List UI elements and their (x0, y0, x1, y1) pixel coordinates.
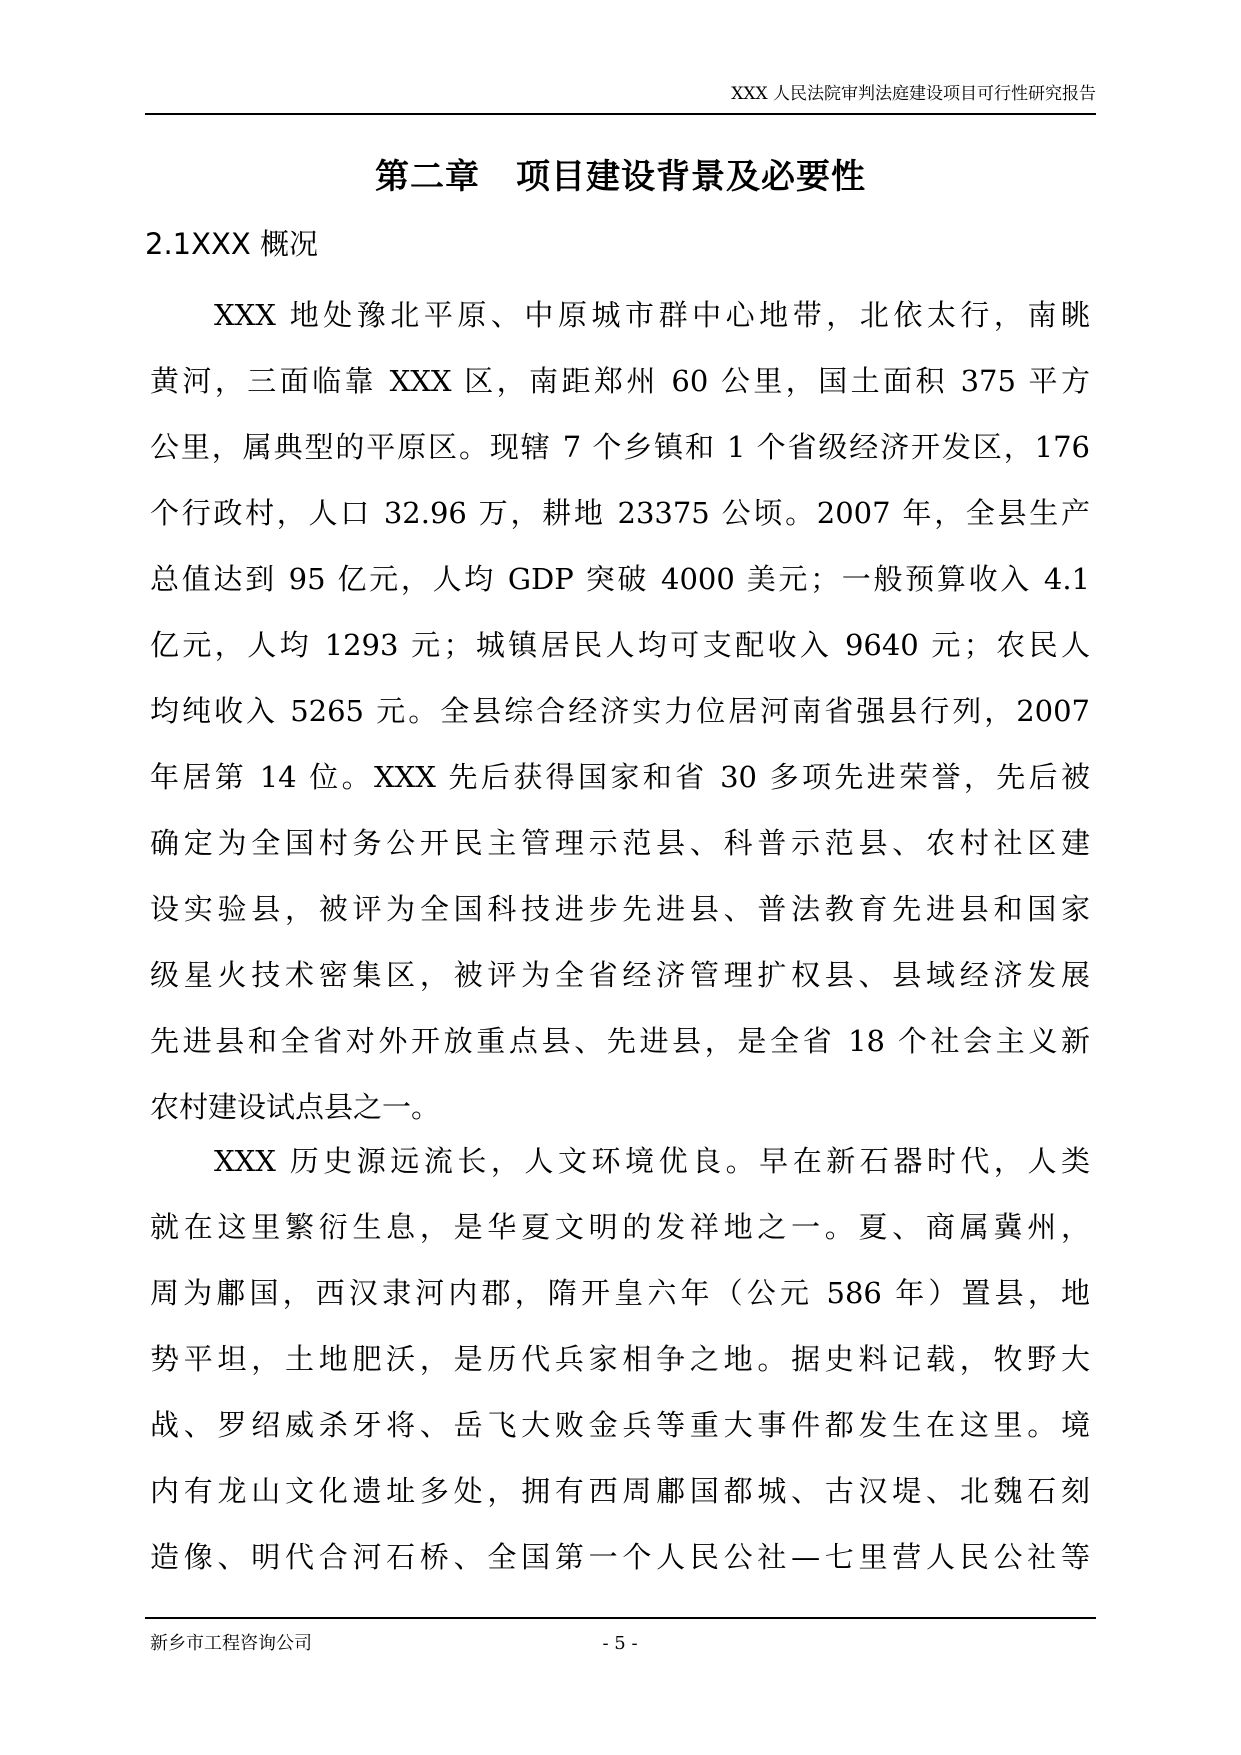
page-number: - 5 - (602, 1633, 638, 1654)
paragraph-line: 内有龙山文化遗址多处，拥有西周鄘国都城、古汉堤、北魏石刻 (150, 1474, 1090, 1508)
paragraph-line: XXX 历史源远流长，人文环境优良。早在新石器时代，人类 (214, 1144, 1090, 1178)
paragraph-line: 势平坦，土地肥沃，是历代兵家相争之地。据史料记载，牧野大 (150, 1342, 1090, 1376)
footer-divider (145, 1617, 1096, 1619)
paragraph-line: 总值达到 95 亿元，人均 GDP 突破 4000 美元；一般预算收入 4.1 (150, 562, 1090, 596)
paragraph-overview (150, 282, 1090, 1140)
paragraph-line: 亿元，人均 1293 元；城镇居民人均可支配收入 9640 元；农民人 (150, 628, 1090, 662)
paragraph-line: XXX 地处豫北平原、中原城市群中心地带，北依太行，南眺 (214, 298, 1090, 332)
paragraph-line: 战、罗绍威杀牙将、岳飞大败金兵等重大事件都发生在这里。境 (150, 1408, 1090, 1442)
running-header: XXX 人民法院审判法庭建设项目可行性研究报告 (731, 84, 1096, 104)
footer-company: 新乡市工程咨询公司 (150, 1633, 312, 1654)
paragraph-line: 就在这里繁衍生息，是华夏文明的发祥地之一。夏、商属冀州， (150, 1210, 1090, 1244)
paragraph-line: 公里，属典型的平原区。现辖 7 个乡镇和 1 个省级经济开发区，176 (150, 430, 1090, 464)
paragraph-line: 黄河，三面临靠 XXX 区，南距郑州 60 公里，国土面积 375 平方 (150, 364, 1090, 398)
section-title: 2.1XXX 概况 (145, 227, 318, 261)
paragraph-line: 个行政村，人口 32.96 万，耕地 23375 公顷。2007 年，全县生产 (150, 496, 1090, 530)
paragraph-line: 年居第 14 位。XXX 先后获得国家和省 30 多项先进荣誉，先后被 (150, 760, 1090, 794)
paragraph-line: 均纯收入 5265 元。全县综合经济实力位居河南省强县行列，2007 (150, 694, 1090, 728)
paragraph-line: 周为鄘国，西汉隶河内郡，隋开皇六年（公元 586 年）置县，地 (150, 1276, 1090, 1310)
paragraph-line: 先进县和全省对外开放重点县、先进县，是全省 18 个社会主义新 (150, 1024, 1090, 1058)
paragraph-line: 设实验县，被评为全国科技进步先进县、普法教育先进县和国家 (150, 892, 1090, 926)
header-divider (145, 113, 1096, 115)
paragraph-history (150, 1128, 1090, 1590)
paragraph-line: 造像、明代合河石桥、全国第一个人民公社—七里营人民公社等 (150, 1540, 1090, 1574)
paragraph-line: 农村建设试点县之一。 (150, 1090, 441, 1124)
chapter-number: 第二章 (375, 157, 480, 197)
chapter-name: 项目建设背景及必要性 (516, 157, 866, 197)
chapter-title (145, 155, 1096, 199)
paragraph-line: 确定为全国村务公开民主管理示范县、科普示范县、农村社区建 (150, 826, 1090, 860)
paragraph-line: 级星火技术密集区，被评为全省经济管理扩权县、县域经济发展 (150, 958, 1090, 992)
